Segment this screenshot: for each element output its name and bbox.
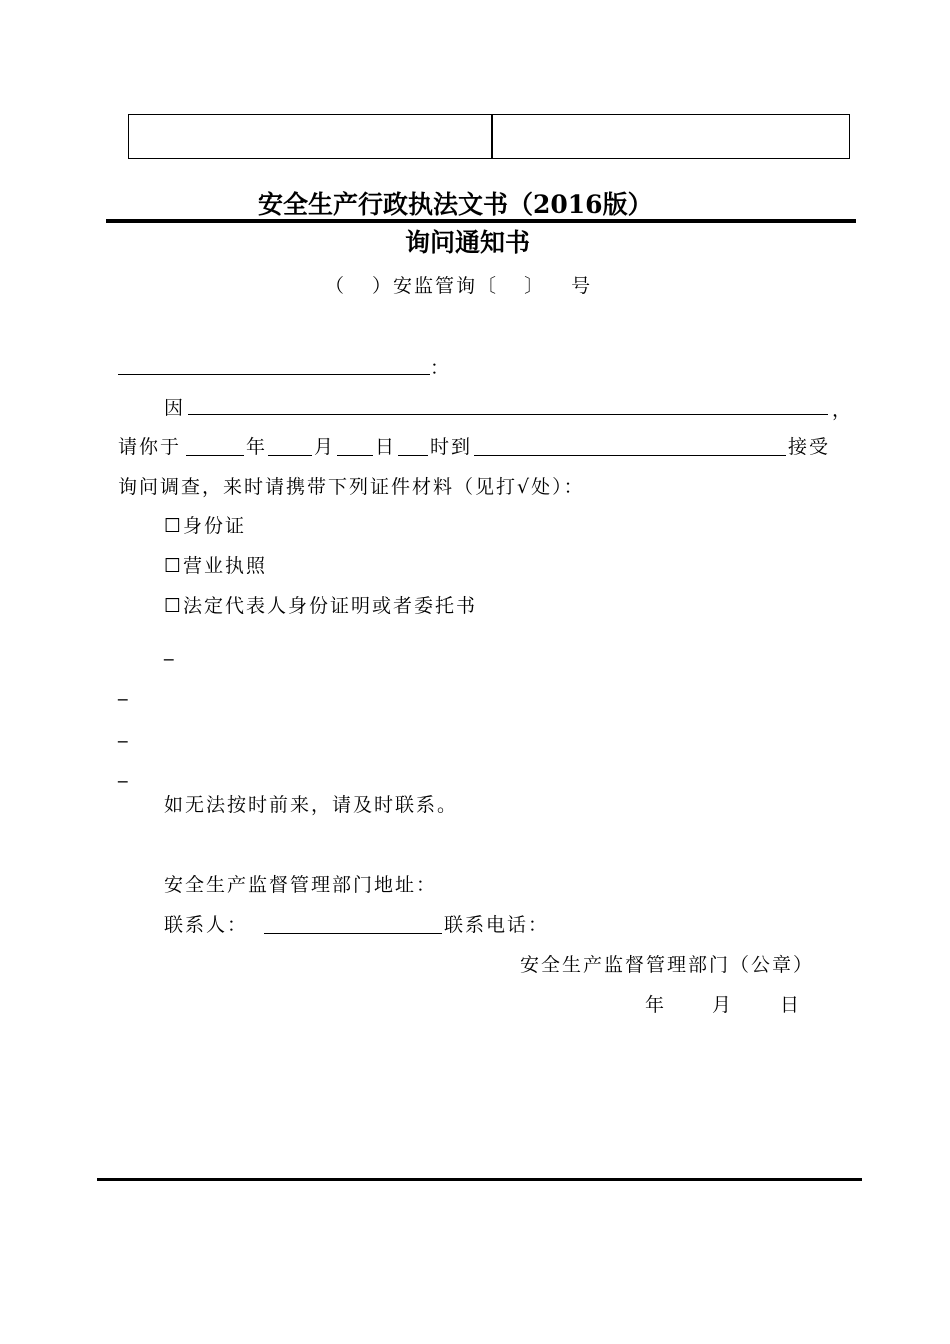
seal-label: 安全生产监督管理部门（公章） [520, 954, 815, 976]
blank-line: _ [164, 639, 176, 661]
year-label: 年 [246, 436, 268, 458]
hour-field[interactable] [398, 433, 428, 456]
month-field[interactable] [268, 433, 312, 456]
recipient-field[interactable] [118, 352, 430, 375]
month-label: 月 [314, 436, 336, 458]
recipient-colon: ： [430, 357, 452, 379]
doc-number: （ ）安监管询〔 〕 号 [325, 275, 593, 297]
contact-label: 联系人： [164, 914, 249, 936]
checkbox-id-card[interactable]: ☐身份证 [164, 515, 247, 537]
hour-to-label: 时到 [430, 436, 473, 458]
day-label: 日 [375, 436, 397, 458]
because-label: 因 [164, 397, 186, 419]
address-label: 安全生产监督管理部门地址： [164, 874, 438, 896]
header-table-divider [491, 115, 493, 158]
checkbox-legal-rep-proof[interactable]: ☐法定代表人身份证明或者委托书 [164, 595, 478, 617]
form-title: 询问通知书 [405, 228, 531, 257]
series-title: 安全生产行政执法文书（2016版） [258, 190, 653, 219]
blank-line: _ [118, 721, 130, 743]
footer-rule [97, 1178, 862, 1181]
reason-comma: ， [832, 399, 854, 421]
reason-field[interactable] [188, 392, 828, 415]
header-table [128, 114, 850, 159]
blank-line: _ [118, 761, 130, 783]
notice-text: 如无法按时前来，请及时联系。 [164, 794, 459, 816]
date-day: 日 [780, 994, 802, 1016]
blank-line: _ [118, 679, 130, 701]
date-year: 年 [645, 994, 667, 1016]
title-rule [106, 219, 856, 223]
accept-label: 接受 [788, 436, 831, 458]
line2-prefix: 请你于 [118, 436, 182, 458]
phone-label: 联系电话： [444, 914, 550, 936]
year-field[interactable] [186, 433, 244, 456]
checkbox-business-license[interactable]: ☐营业执照 [164, 555, 268, 577]
date-month: 月 [712, 994, 734, 1016]
materials-instruction: 询问调查，来时请携带下列证件材料（见打√处）： [118, 476, 585, 498]
day-field[interactable] [337, 433, 373, 456]
contact-field[interactable] [264, 911, 442, 934]
place-field[interactable] [474, 433, 786, 456]
